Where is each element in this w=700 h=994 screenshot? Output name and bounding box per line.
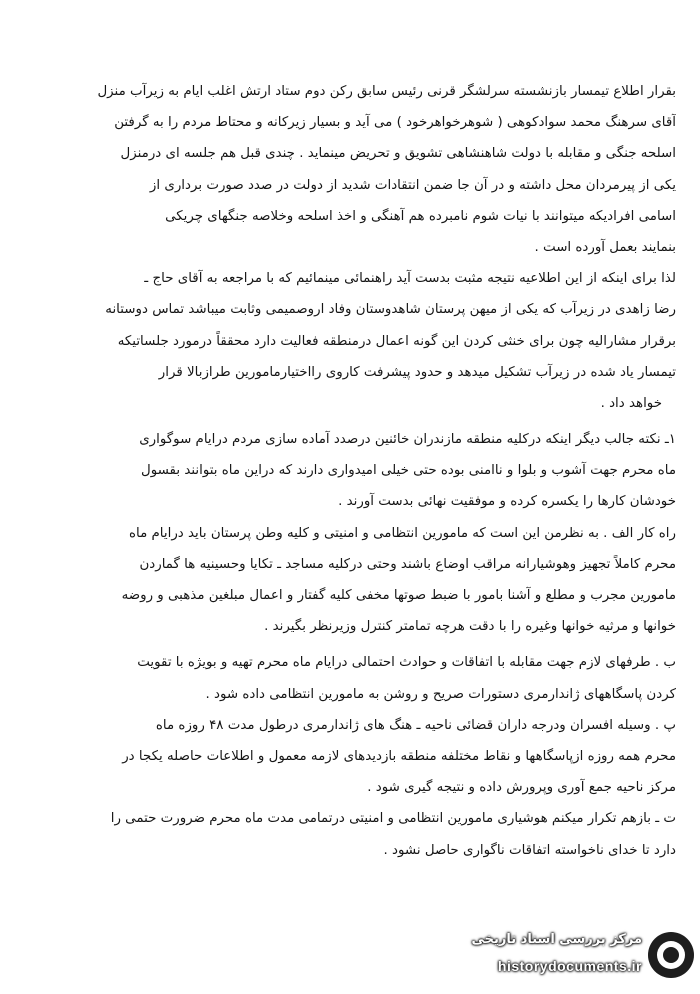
document-line: مامورین مجرب و مطلع و آشنا بامور با ضبط صوتها مخفی کلیه گفتار و اعمال مبلغین مذهبی و روضه xyxy=(121,588,676,603)
document-line: بقرار اطلاع تیمسار بازنشسته سرلشگر قرنی رئیس سابق رکن دوم ستاد ارتش اغلب ایام به زیرآب منزل xyxy=(97,84,676,99)
document-line: مرکز ناحیه جمع آوری وپرورش داده و نتیجه گیری شود . xyxy=(367,780,676,796)
document-line: ت ـ بازهم تکرار میکنم هوشیاری مامورین انتظامی و امنیتی درتمامی مدت ماه محرم ضرورت حتمی را xyxy=(110,811,676,827)
document-line: ب . طرفهای لازم جهت مقابله با اتفاقات و حوادث احتمالی درایام ماه محرم تهیه و بویژه با تقویت xyxy=(137,655,676,671)
document-line: خوانها و مرثیه خوانها وغیره را با دقت هرچه تمامتر کنترل وزیرنظر بگیرند . xyxy=(264,619,676,635)
document-line: بنمایند بعمل آورده است . xyxy=(534,239,676,255)
document-line: برقرار مشارالیه چون برای خنثی کردن این گونه اعمال درمنطقه فعالیت دارد محققاً درمورد جلساتیکه xyxy=(117,333,676,349)
document-line: خودشان کارها را یکسره کرده و موفقیت نهائی بدست آورند . xyxy=(338,494,676,510)
document-line: کردن پاسگاههای ژاندارمری دستورات صریح و روشن به مامورین انتظامی داده شود . xyxy=(205,686,676,702)
document-body xyxy=(24,76,676,866)
watermark-title: مرکز بررسی اسناد تاریخی xyxy=(471,932,642,947)
history-documents-logo-icon xyxy=(648,932,694,978)
document-line: یکی از پیرمردان محل داشته و در آن جا ضمن انتقادات شدید از دولت در صدد صورت برداری از xyxy=(149,177,676,193)
document-line: راه کار الف . به نظرمن این است که مامورین انتظامی و امنیتی و کلیه وطن پرستان باید درایام ماه xyxy=(128,525,676,541)
document-line: آقای سرهنگ محمد سوادکوهی ( شوهرخواهرخود ) می آید و بسیار زیرکانه و محتاط مردم را به گرفتن xyxy=(114,115,676,131)
document-line: پ . وسیله افسران ودرجه داران قضائی ناحیه ـ هنگ های ژاندارمری درطول مدت ۴۸ روزه ماه xyxy=(155,717,676,733)
document-line: ۱ـ نکته جالب دیگر اینکه درکلیه منطقه مازندران خائنین درصدد آماده سازی مردم درایام سوگواری xyxy=(139,432,676,448)
document-line: ماه محرم جهت آشوب و بلوا و ناامنی بوده حتی خیلی امیدواری دارند که دراین ماه بتوانند بقسول xyxy=(140,463,676,479)
watermark-url: historydocuments.ir xyxy=(497,958,642,974)
document-line: محرم کاملاً تجهیز وهوشیارانه مراقب اوضاع باشند وحتی درکلیه مساجد ـ تکایا وحسینیه ها گماردن xyxy=(139,556,676,572)
document-line: خواهد داد . xyxy=(600,395,662,411)
document-line: اسلحه جنگی و مقابله با دولت شاهنشاهی تشویق و تحریض مینماید . چندی قبل هم جلسه ای درمنزل xyxy=(120,146,676,162)
document-line: اسامی افرادیکه میتوانند با نیات شوم نامبرده هم آهنگی و اخذ اسلحه وخلاصه جنگهای چریکی xyxy=(165,208,676,224)
document-line: دارد تا خدای ناخواسته اتفاقات ناگواری حاصل نشود . xyxy=(383,842,676,858)
document-line: تیمسار یاد شده در زیرآب تشکیل میدهد و حدود پیشرفت کاروی رااختیارمامورین طرازبالا قرار xyxy=(158,364,676,380)
document-line: رضا زاهدی در زیرآب که یکی از میهن پرستان شاهدوستان وفاد اروصمیمی وثابت میباشد تماس دوستانه xyxy=(105,302,676,318)
document-line: محرم همه روزه ازپاسگاهها و نقاط مختلفه منطقه بازدیدهای لازمه معمول و اطلاعات حاصله یکجا در xyxy=(122,748,676,764)
watermark xyxy=(462,928,694,984)
document-line: لذا برای اینکه از این اطلاعیه نتیجه مثبت بدست آید راهنمائی مینمائیم که با مراجعه به آقای حاج ـ xyxy=(144,271,676,287)
